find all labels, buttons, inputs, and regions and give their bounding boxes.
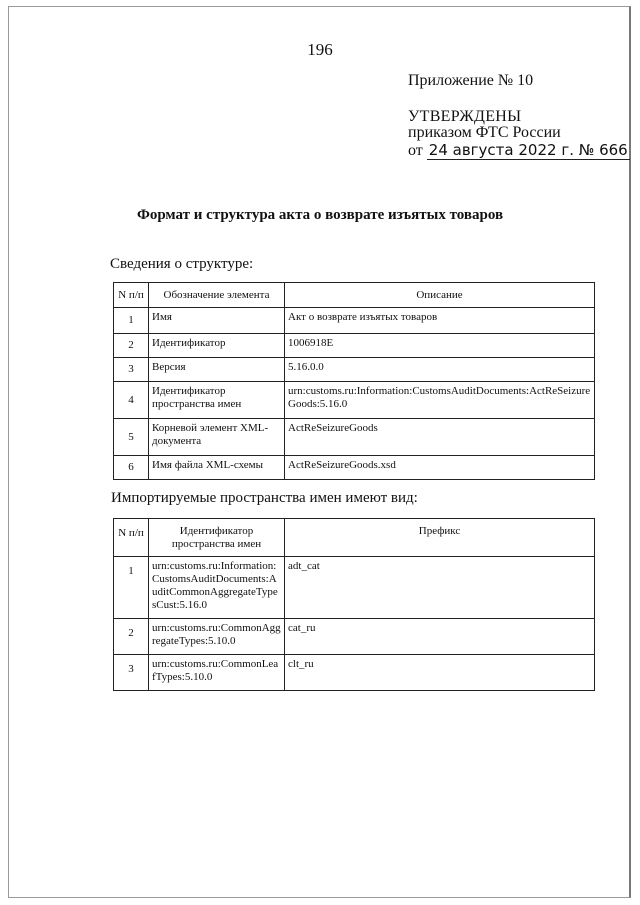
row-prefix: adt_cat [285, 557, 595, 619]
row-desc: 5.16.0.0 [285, 358, 595, 382]
row-namespace: urn:customs.ru:CommonAggregateTypes:5.10.0 [149, 619, 285, 655]
table-row [114, 358, 595, 382]
row-namespace: urn:customs.ru:CommonLeafTypes:5.10.0 [149, 655, 285, 691]
row-num: 1 [114, 308, 149, 334]
row-num: 2 [114, 619, 149, 655]
row-num: 3 [114, 655, 149, 691]
order-line: приказом ФТС России [408, 124, 561, 141]
row-name: Версия [149, 358, 285, 382]
row-desc: ActReSeizureGoods.xsd [285, 456, 595, 480]
row-num: 1 [114, 557, 149, 619]
row-desc: 1006918E [285, 334, 595, 358]
table-row [114, 334, 595, 358]
header-num: N п/п [114, 519, 149, 557]
row-desc: Акт о возврате изъятых товаров [285, 308, 595, 334]
row-name: Идентификатор [149, 334, 285, 358]
row-num: 5 [114, 419, 149, 456]
header-prefix: Префикс [285, 519, 595, 557]
structure-caption: Сведения о структуре: [110, 256, 254, 272]
page-number: 196 [307, 40, 333, 59]
approved-heading: УТВЕРЖДЕНЫ [408, 108, 522, 125]
namespaces-table [113, 518, 595, 691]
table-row [114, 382, 595, 419]
appendix-label: Приложение № 10 [408, 72, 534, 89]
date-prefix: от [408, 142, 423, 159]
header-num: N п/п [114, 283, 149, 308]
table-row [114, 308, 595, 334]
header-element: Обозначение элемента [149, 283, 285, 308]
row-num: 3 [114, 358, 149, 382]
table-row [114, 655, 595, 691]
table-row [114, 419, 595, 456]
header-namespace: Идентификатор пространства имен [149, 519, 285, 557]
row-num: 4 [114, 382, 149, 419]
document-title: Формат и структура акта о возврате изъятых товаров [136, 207, 504, 223]
row-name: Идентификатор пространства имен [149, 382, 285, 419]
table-header-row [114, 519, 595, 557]
table-row [114, 619, 595, 655]
date-value: 24 августа 2022 г. № 666 [428, 141, 628, 159]
row-desc: ActReSeizureGoods [285, 419, 595, 456]
date-line [408, 141, 630, 160]
row-prefix: clt_ru [285, 655, 595, 691]
header-description: Описание [285, 283, 595, 308]
row-num: 6 [114, 456, 149, 480]
row-prefix: cat_ru [285, 619, 595, 655]
table-row [114, 557, 595, 619]
structure-table [113, 282, 595, 480]
row-desc: urn:customs.ru:Information:CustomsAuditDocuments:ActReSeizureGoods:5.16.0 [285, 382, 595, 419]
table-header-row [114, 283, 595, 308]
row-name: Имя [149, 308, 285, 334]
namespaces-caption: Импортируемые пространства имен имеют вид: [111, 490, 418, 506]
row-name: Корневой элемент XML-документа [149, 419, 285, 456]
row-name: Имя файла XML-схемы [149, 456, 285, 480]
row-num: 2 [114, 334, 149, 358]
row-namespace: urn:customs.ru:Information:CustomsAuditDocuments:AuditCommonAggregateTypesCust:5.16.0 [149, 557, 285, 619]
table-row [114, 456, 595, 480]
